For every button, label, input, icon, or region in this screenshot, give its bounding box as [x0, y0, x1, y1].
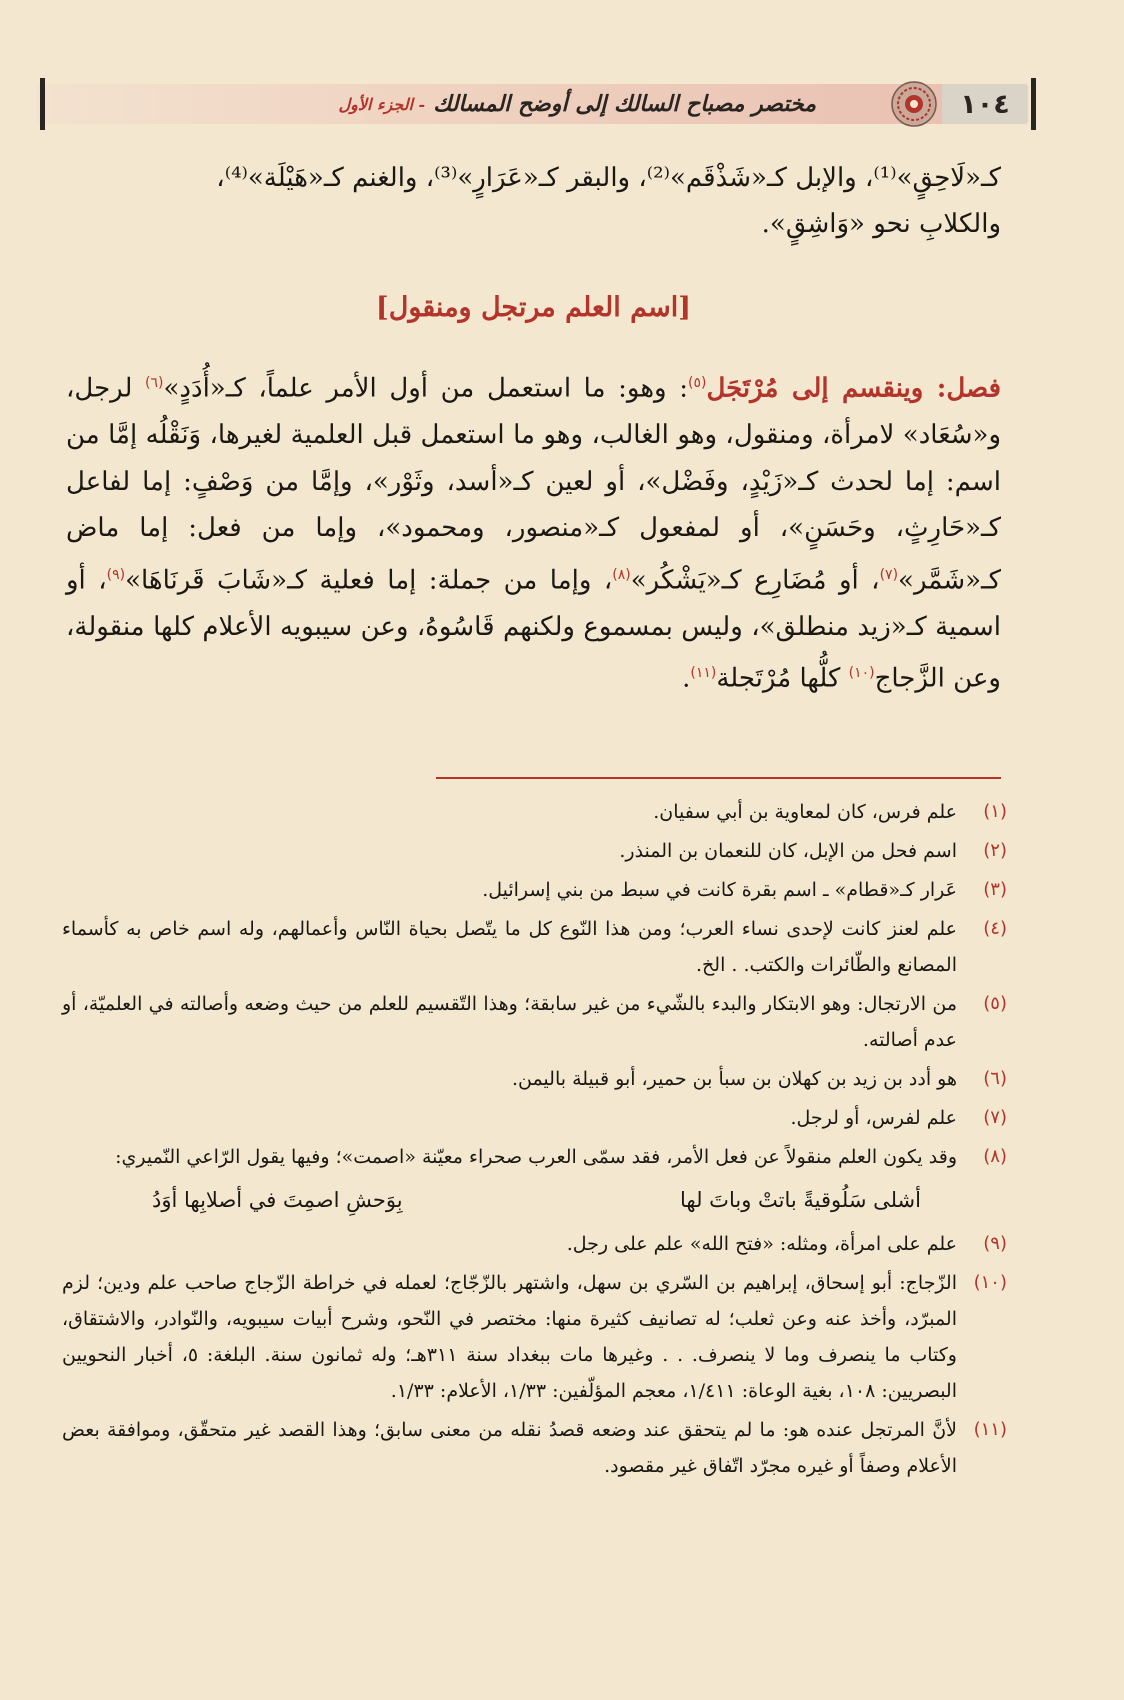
- footnote-ref-5: (٥): [687, 375, 707, 391]
- fasl-paragraph: [66, 360, 1001, 702]
- verse-hemistich-2: بِوَحشِ اصمِتَ في أصلابِها أوَدُ: [152, 1188, 403, 1212]
- fasl-text-1: : وهو: ما استعمل من أول الأمر علماً، كـ«أُدَدٍ»: [163, 373, 688, 404]
- footnote-number: (٨): [983, 1146, 1007, 1167]
- footnote-text: عَرار كـ«قطام» ـ اسم بقرة كانت في سبط من بني إسرائيل.: [482, 879, 957, 901]
- fasl-text-4: ، وإما من جملة: إما فعلية كـ«شَابَ قَرنَاهَا»: [125, 565, 613, 596]
- footnote-text: علم لفرس، أو لرجل.: [790, 1107, 957, 1129]
- footnote-number: (١١): [973, 1419, 1007, 1440]
- poetry-verse: [62, 1178, 1007, 1222]
- footnote-number: (٧): [983, 1107, 1007, 1128]
- intro-line-1: كـ«لَاحِقٍ»⁽¹⁾، والإبل كـ«شَذْقَم»⁽²⁾، والبقر كـ«عَرَارٍ»⁽³⁾، والغنم كـ«هَيْلَة»⁽⁴⁾،: [216, 163, 1001, 193]
- footnote-item: [62, 1265, 1007, 1409]
- footnote-item: [62, 872, 1007, 908]
- footnote-text: علم على امرأة، ومثله: «فتح الله» علم على رجل.: [566, 1233, 957, 1255]
- fasl-text-2: لرجل، و«سُعَاد» لامرأة، ومنقول، وهو الغالب، وهو ما استعمل قبل العلمية لغيرها، وَنَقْلُه إمَّا من اسم: إما لحدث كـ«زَيْدٍ، وفَضْل»، أو لعين كـ«أسد، وثَوْر»، وإمَّا من وَصْفٍ: إما لفاعل كـ«حَارِثٍ، وحَسَنٍ»، أو لمفعول كـ«منصور، ومحمود»، وإما من فعل: إما ماض كـ«شَمَّر»: [66, 373, 1002, 596]
- footnote-text: هو أدد بن زيد بن كهلان بن سبأ بن حمير، أبو قبيلة باليمن.: [511, 1068, 957, 1090]
- intro-paragraph: [66, 155, 1001, 247]
- footnote-text: علم فرس، كان لمعاوية بن أبي سفيان.: [653, 801, 957, 823]
- header-right-bar: [1031, 78, 1036, 130]
- footnote-text: اسم فحل من الإبل، كان للنعمان بن المنذر.: [619, 840, 957, 862]
- footnote-item: [62, 1100, 1007, 1136]
- header-left-bar: [40, 78, 45, 130]
- footnote-text: وقد يكون العلم منقولاً عن فعل الأمر، فقد سمّى العرب صحراء معيّنة «اصمت»؛ وفيها يقول الرّاعي النّميري:: [115, 1146, 957, 1168]
- footnote-number: (٩): [983, 1233, 1007, 1254]
- book-title: [56, 84, 816, 124]
- fasl-text: [66, 360, 1001, 702]
- footnote-number: (٦): [983, 1068, 1007, 1089]
- footnote-item: [62, 1139, 1007, 1175]
- footnote-number: (٢): [983, 840, 1007, 861]
- page-number: ١٠٤: [942, 84, 1028, 124]
- footnote-ref-11: (١١): [690, 665, 717, 682]
- footnote-item: [62, 794, 1007, 830]
- footnote-text: الزّجاج: أبو إسحاق، إبراهيم بن السّري بن سهل، واشتهر بالزّجّاج؛ لعمله في خراطة الزّجاج صاحب علم ودين؛ لزم المبرّد، وأخذ عنه وعن ثعلب؛ له تصانيف كثيرة منها: مختصر في النّحو، وشرح أبيات سيبويه، والنّوادر، والاشتقاق، وكتاب ما ينصرف وما لا ينصرف. . . وغيرها مات ببغداد سنة ٣١١هـ؛ وله ثمانون سنة. البلغة: ٥، أخبار النحويين البصريين: ١٠٨، بغية الوعاة: ١/٤١١، معجم المؤلّفين: ١/٣٣، الأعلام: ١/٣٣.: [62, 1272, 957, 1402]
- footnote-text: من الارتجال: وهو الابتكار والبدء بالشّيء من غير سابقة؛ وهذا التّقسيم للعلم من حيث وضعه وأصالته في العلميّة، أو عدم أصالته.: [62, 993, 957, 1051]
- footnote-item: [62, 911, 1007, 983]
- footnote-number: (١٠): [973, 1272, 1007, 1293]
- footnote-ref-9: (٩): [106, 566, 126, 583]
- footnote-number: (١): [983, 801, 1007, 822]
- footnote-ref-10: (١٠): [848, 665, 875, 682]
- footnote-text: علم لعنز كانت لإحدى نساء العرب؛ ومن هذا النّوع كل ما يتّصل بحياة النّاس وأعمالهم، وله اسم خاص به كأسماء المصانع والطّائرات والكتب. . الخ.: [62, 918, 957, 976]
- footnote-ref-6: (٦): [145, 375, 164, 391]
- fasl-text-6: كلُّها مُرْتَجلة: [716, 663, 849, 694]
- footnote-item: [62, 833, 1007, 869]
- running-header: [36, 78, 1036, 130]
- intro-line-2: والكلابِ نحو «وَاشِقٍ».: [761, 209, 1001, 239]
- footnote-ref-7: (٧): [879, 566, 899, 583]
- footnote-number: (٤): [983, 918, 1007, 939]
- footnote-item: [62, 1412, 1007, 1484]
- footnote-ref-8: (٨): [612, 566, 631, 583]
- footnote-item: [62, 1061, 1007, 1097]
- fasl-lead: فصل: وينقسم إلى مُرْتَجَل: [706, 373, 1002, 404]
- footnote-number: (٣): [983, 879, 1007, 900]
- footnote-separator: [436, 777, 1001, 779]
- rosette-ornament-icon: [890, 80, 938, 128]
- footnote-item: [62, 1226, 1007, 1262]
- volume-label: - الجزء الأول: [338, 94, 426, 114]
- section-title: [اسم العلم مرتجل ومنقول]: [375, 292, 692, 323]
- footnote-text: لأنَّ المرتجل عنده هو: ما لم يتحقق عند وضعه قصدُ نقله من معنى سابق؛ وهذا القصد غير متحقّق، وموافقة بعض الأعلام وصفاً أو غيره مجرّد اتّفاق غير مقصود.: [62, 1419, 957, 1477]
- footnote-item: [62, 986, 1007, 1058]
- book-title-text: مختصر مصباح السالك إلى أوضح المسالك: [433, 91, 816, 117]
- fasl-text-3: ، أو مُضَارِع كـ«يَشْكُر»: [630, 565, 880, 596]
- fasl-text-7: .: [682, 663, 691, 694]
- fasl-text-5: ، أو اسمية كـ«زيد منطلق»، وليس بمسموع ولكنهم قَاسُوهُ، وعن سيبويه الأعلام كلها منقولة، وعن الزَّجاج: [66, 565, 1001, 694]
- footnote-number: (٥): [983, 993, 1007, 1014]
- verse-hemistich-1: أشلى سَلُوقيةً باتتْ وباتَ لها: [680, 1188, 921, 1212]
- footnotes: [62, 794, 1007, 1487]
